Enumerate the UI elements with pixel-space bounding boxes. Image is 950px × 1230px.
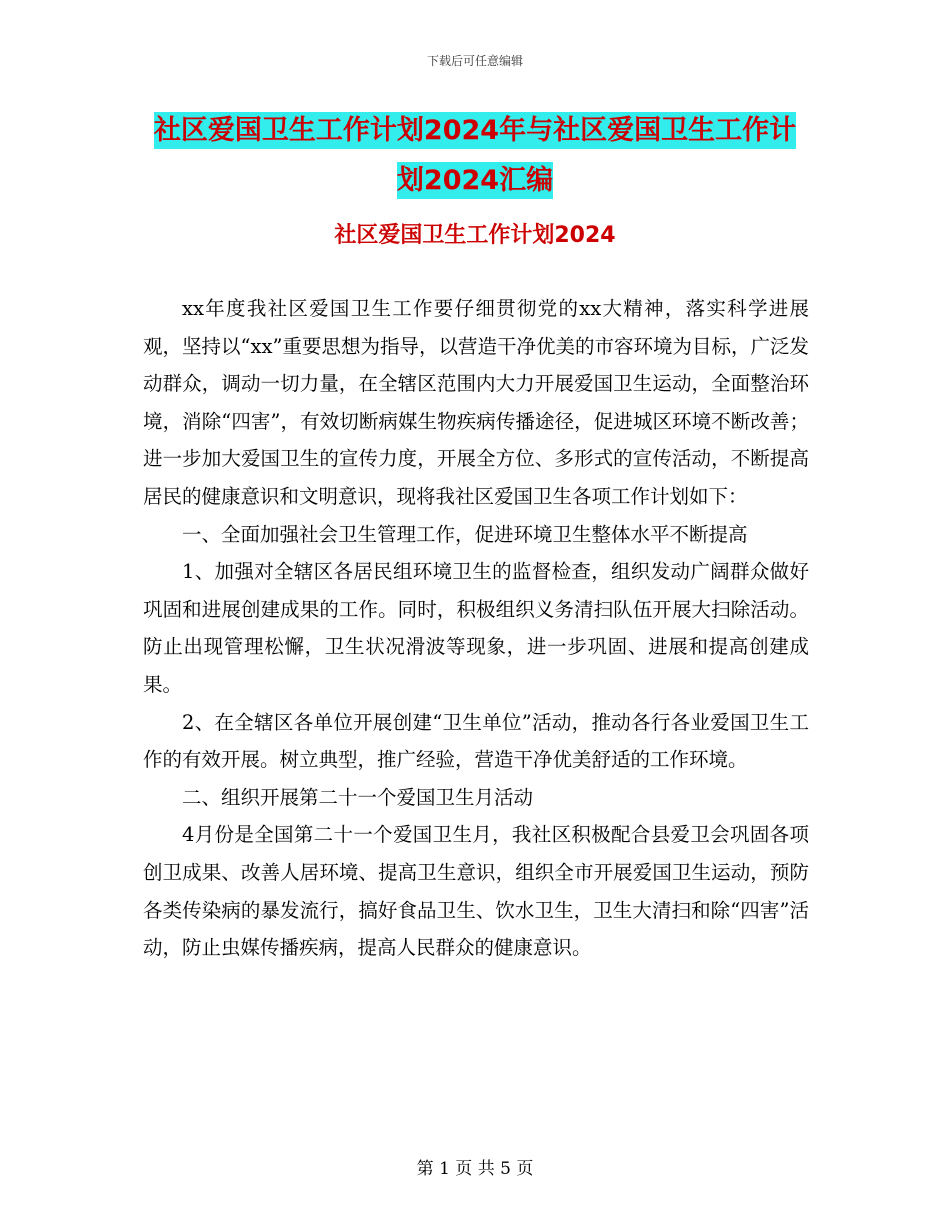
paragraph-item-2: 2、在全辖区各单位开展创建“卫生单位”活动，推动各行各业爱国卫生工作的有效开展。树立典型，推广经验，营造干净优美舒适的工作环境。 <box>143 710 809 772</box>
section-title: 社区爱国卫生工作计划2024 <box>334 223 616 248</box>
paragraph-item-1: 1、加强对全辖区各居民组环境卫生的监督检查，组织发动广阔群众做好巩固和进展创建成果的工作。同时，积极组织义务清扫队伍开展大扫除活动。防止出现管理松懈，卫生状况滑波等现象，进一步巩固、进展和提高创建成果。 <box>143 560 809 696</box>
page-number: 第 1 页 共 5 页 <box>416 1159 534 1179</box>
paragraph-april: 4月份是全国第二十一个爱国卫生月，我社区积极配合县爱卫会巩固各项创卫成果、改善人居环境、提高卫生意识，组织全市开展爱国卫生运动，预防各类传染病的暴发流行，搞好食品卫生、饮水卫生，卫生大清扫和除“四害”活动，防止虫媒传播疾病，提高人民群众的健康意识。 <box>143 823 809 960</box>
title-line-1: 社区爱国卫生工作计划2024年与社区爱国卫生工作计 <box>154 112 796 149</box>
title-line-2: 划2024汇编 <box>397 162 553 199</box>
document-body <box>143 290 809 967</box>
document-title <box>140 106 810 206</box>
paragraph-heading-one: 一、全面加强社会卫生管理工作，促进环境卫生整体水平不断提高 <box>182 522 748 546</box>
paragraph-heading-two: 二、组织开展第二十一个爱国卫生月活动 <box>182 785 534 809</box>
page-header-note: 下载后可任意编辑 <box>426 54 523 68</box>
paragraph-intro: xx年度我社区爱国卫生工作要仔细贯彻党的xx大精神，落实科学进展观，坚持以“xx”重要思想为指导，以营造干净优美的市容环境为目标，广泛发动群众，调动一切力量，在全辖区范围内大力开展爱国卫生运动，全面整治环境，消除“四害”，有效切断病媒生物疾病传播途径，促进城区环境不断改善；进一步加大爱国卫生的宣传力度，开展全方位、多形式的宣传活动，不断提高居民的健康意识和文明意识，现将我社区爱国卫生各项工作计划如下： <box>143 297 809 508</box>
